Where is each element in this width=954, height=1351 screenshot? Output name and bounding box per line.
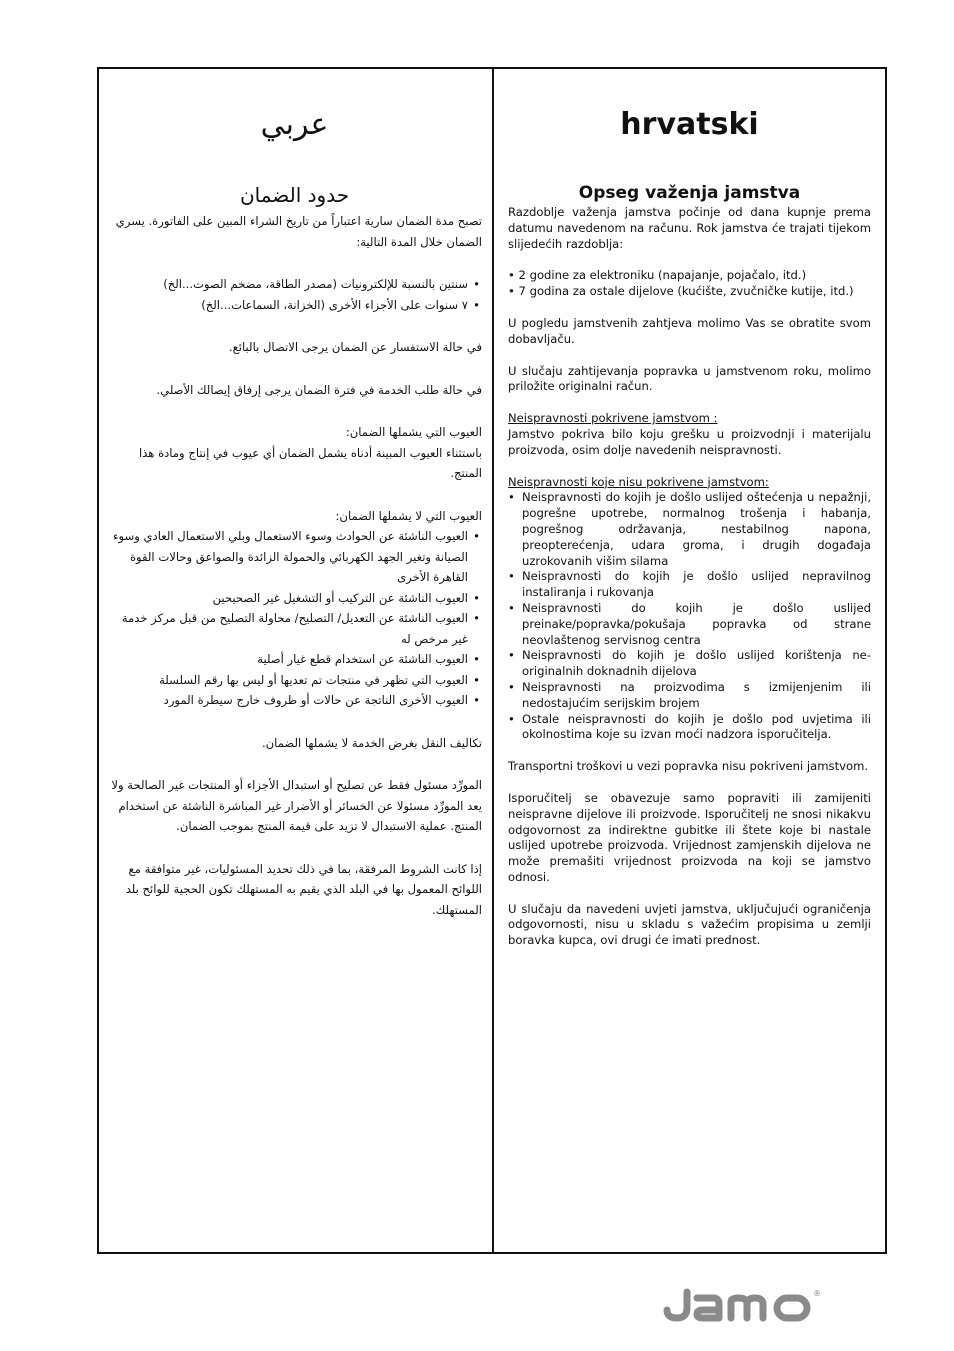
list-item: • العيوب الناشئة عن التعديل/ التصليح/ محاولة التصليح من قبل مركز خدمة غير مرخص له <box>107 608 482 649</box>
list-item: • Neispravnosti do kojih je došlo uslijed nepravilnog instaliranja i rukovanja <box>508 569 871 601</box>
croatian-conditions: U slučaju da navedeni uvjeti jamstva, uključujući ograničenja odgovornosti, nisu u skladu s važećim propisima u zemlji boravka kupca, ovi drugi će imati prednost. <box>508 901 871 948</box>
arabic-not-covered-list <box>107 526 482 711</box>
list-item: • العيوب التي تظهر في منتجات تم تعديها أو ليس بها رقم السلسلة <box>107 670 482 691</box>
arabic-transport: تكاليف النقل بغرض الخدمة لا يشملها الضمان. <box>261 735 482 750</box>
list-item: • Neispravnosti do kojih je došlo uslijed preinake/popravka/pokušaja popravka od strane neovlaštenog servisnog centra <box>508 601 871 648</box>
croatian-periods-list <box>508 268 871 300</box>
jamo-logo <box>661 1284 826 1324</box>
list-item: • العيوب الأخرى الناتجة عن حالات أو ظروف خارج سيطرة المورد <box>107 690 482 711</box>
croatian-covered-text: Jamstvo pokriva bilo koju grešku u proizvodnji i materijalu proizvoda, osim dolje navedenih neispravnosti. <box>508 426 871 457</box>
arabic-section-heading: حدود الضمان <box>239 183 350 207</box>
arabic-title: عربي <box>260 107 329 142</box>
list-item: • Neispravnosti do kojih je došlo uslijed korištenja ne-originalnih doknadnih dijelova <box>508 648 871 680</box>
croatian-title: hrvatski <box>620 107 759 142</box>
arabic-covered-heading: العيوب التي يشملها الضمان: <box>345 425 482 439</box>
list-item: • العيوب الناشئة عن الحوادث وسوء الاستعمال وبلي الاستعمال العادي وسوء الصيانة وتغير الجهد الكهربائي والحمولة الزائدة والصواعق وحالات القوة القاهرة الأخرى <box>107 526 482 588</box>
list-item: • سنتين بالنسبة للإلكترونيات (مصدر الطاقة، مضخم الصوت...الخ) <box>107 274 482 295</box>
svg-text:®: ® <box>813 1289 821 1298</box>
list-item: • Neispravnosti do kojih je došlo uslijed oštećenja u nepažnji, pogrešne upotrebe, normalnog trošenja i habanja, pogrešnog održavanja, nestabilnog napona, preopterećenja, udara groma, i drugih događaja uzrokovanih višim silama <box>508 490 871 569</box>
croatian-column <box>494 69 885 1252</box>
arabic-column <box>99 69 492 1252</box>
arabic-service: في حالة طلب الخدمة في فترة الضمان يرجى إرفاق إيصالك الأصلي. <box>156 382 482 397</box>
croatian-section-heading: Opseg važenja jamstva <box>578 183 801 203</box>
croatian-intro: Razdoblje važenja jamstva počinje od dana kupnje prema datumu navedenom na računu. Rok jamstva će trajati tijekom slijedećih razdoblja: <box>508 205 871 251</box>
croatian-covered-heading: Neispravnosti pokrivene jamstvom : <box>508 411 718 426</box>
arabic-intro: تصبح مدة الضمان سارية اعتباراً من تاريخ الشراء المبين على الفاتورة. يسري الضمان خلال المدة التالية: <box>115 214 482 249</box>
list-item: • 7 godina za ostale dijelove (kućište, zvučničke kutije, itd.) <box>508 284 854 299</box>
list-item: • 2 godine za elektroniku (napajanje, pojačalo, itd.) <box>508 268 807 283</box>
list-item: • Neispravnosti na proizvodima s izmijenjenim ili nedostajućim serijskim brojem <box>508 680 871 712</box>
arabic-inquiry: في حالة الاستفسار عن الضمان يرجى الاتصال بالبائع. <box>228 340 482 354</box>
document-frame <box>97 67 887 1254</box>
list-item: • Ostale neispravnosti do kojih je došlo pod uvjetima ili okolnostima koje su izvan moći nadzora isporučitelja. <box>508 712 871 744</box>
croatian-transport: Transportni troškovi u vezi popravka nisu pokriveni jamstvom. <box>508 759 869 774</box>
arabic-covered-text: باستثناء العيوب المبينة أدناه يشمل الضمان أي عيوب في إنتاج ومادة هذا المنتج. <box>138 445 482 480</box>
list-item: • ٧ سنوات على الأجزاء الأخرى (الخزانة، السماعات...الخ) <box>107 295 482 316</box>
croatian-supplier: Isporučitelj se obavezuje samo popraviti ili zamijeniti neispravne dijelove ili proizvode. Isporučitelj ne snosi nikakvu odgovornost za indirektne gubitke ili štete koje bi nastale uslijed upotrebe proizvoda. Vrijednost zamjenskih dijelova ne može premašiti vrijednost proizvoda na koji se jamstvo odnosi. <box>508 790 871 884</box>
arabic-not-covered-heading: العيوب التي لا يشملها الضمان: <box>335 508 482 523</box>
arabic-supplier: المورِّد مسئول فقط عن تصليح أو استبدال الأجزاء أو المنتجات غير الصالحة ولا يعد المورِّد مسئولا عن الخسائر أو الأضرار غير المباشرة الناشئة عن استخدام المنتج. عملية الاستبدال لا تزيد على قيمة المنتج بموجب الضمان. <box>111 778 482 833</box>
list-item: • العيوب الناشئة عن استخدام قطع غيار أصلية <box>107 649 482 670</box>
croatian-not-covered-list <box>508 490 871 743</box>
arabic-periods-list <box>107 274 482 315</box>
croatian-not-covered-heading: Neispravnosti koje nisu pokrivene jamstvom: <box>508 474 769 489</box>
arabic-conditions: إذا كانت الشروط المرفقة، بما في ذلك تحديد المسئوليات، غير متوافقة مع اللوائح المعمول بها في البلد الذي يقيم به المستهلك تكون الحجية للوائح بلد المستهلك. <box>125 861 482 917</box>
list-item: • العيوب الناشئة عن التركيب أو التشغيل غير الصحيحين <box>107 588 482 609</box>
croatian-inquiry: U pogledu jamstvenih zahtjeva molimo Vas se obratite svom dobavljaču. <box>508 315 871 346</box>
croatian-service: U slučaju zahtijevanja popravka u jamstvenom roku, molimo priložite originalni račun. <box>508 363 871 394</box>
